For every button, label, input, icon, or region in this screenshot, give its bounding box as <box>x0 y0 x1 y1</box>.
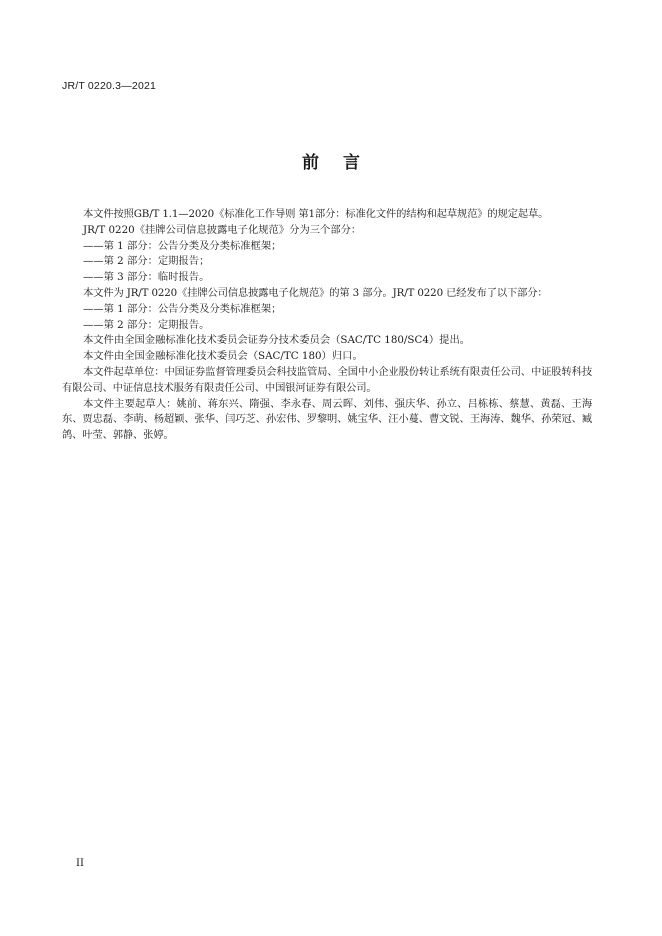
list-item-part-1: ——第 1 部分：公告分类及分类标准框架； <box>83 239 282 252</box>
title-char-2: 言 <box>343 153 360 173</box>
title-char-1: 前 <box>302 153 319 173</box>
page-number: II <box>76 858 84 869</box>
list-item-part-2: ——第 2 部分：定期报告； <box>83 255 210 268</box>
paragraph-proposed-by: 本文件由全国金融标准化技术委员会证券分技术委员会（SAC/TC 180/SC4）提出。 <box>83 334 471 347</box>
paragraph-governed-by: 本文件由全国金融标准化技术委员会（SAC/TC 180）归口。 <box>83 350 363 363</box>
foreword-body <box>62 207 592 444</box>
paragraph-drafters: 本文件主要起草人：姚前、蒋东兴、隋强、李永春、周云晖、刘伟、强庆华、孙立、吕栋栋、蔡慧、黄磊、王海东、贾忠磊、李萌、杨超颖、张华、闫巧芝、孙宏伟、罗黎明、姚宝华、汪小蔓、曹文锐、王海涛、魏华、孙荣冠、臧鸽、叶莹、郭静、张婷。 <box>62 397 592 442</box>
list-item-published-part-1: ——第 1 部分：公告分类及分类标准框架； <box>83 302 282 315</box>
list-item-part-3: ——第 3 部分：临时报告。 <box>83 271 210 284</box>
paragraph-drafting-rules: 本文件按照GB/T 1.1—2020《标准化工作导则 第1部分：标准化文件的结构和起草规范》的规定起草。 <box>83 208 549 220</box>
paragraph-drafting-units: 本文件起草单位：中国证券监督管理委员会科技监管局、全国中小企业股份转让系统有限责任公司、中证股转科技有限公司、中证信息技术服务有限责任公司、中国银河证券有限公司。 <box>62 365 592 394</box>
paragraph-this-part: 本文件为 JR/T 0220《挂牌公司信息披露电子化规范》的第 3 部分。JR/T 0220 已经发布了以下部分： <box>83 286 548 299</box>
document-number: JR/T 0220.3—2021 <box>62 80 157 92</box>
page-title <box>0 148 662 173</box>
paragraph-parts-intro: JR/T 0220《挂牌公司信息披露电子化规范》分为三个部分： <box>83 223 362 236</box>
list-item-published-part-2: ——第 2 部分：定期报告。 <box>83 318 210 331</box>
